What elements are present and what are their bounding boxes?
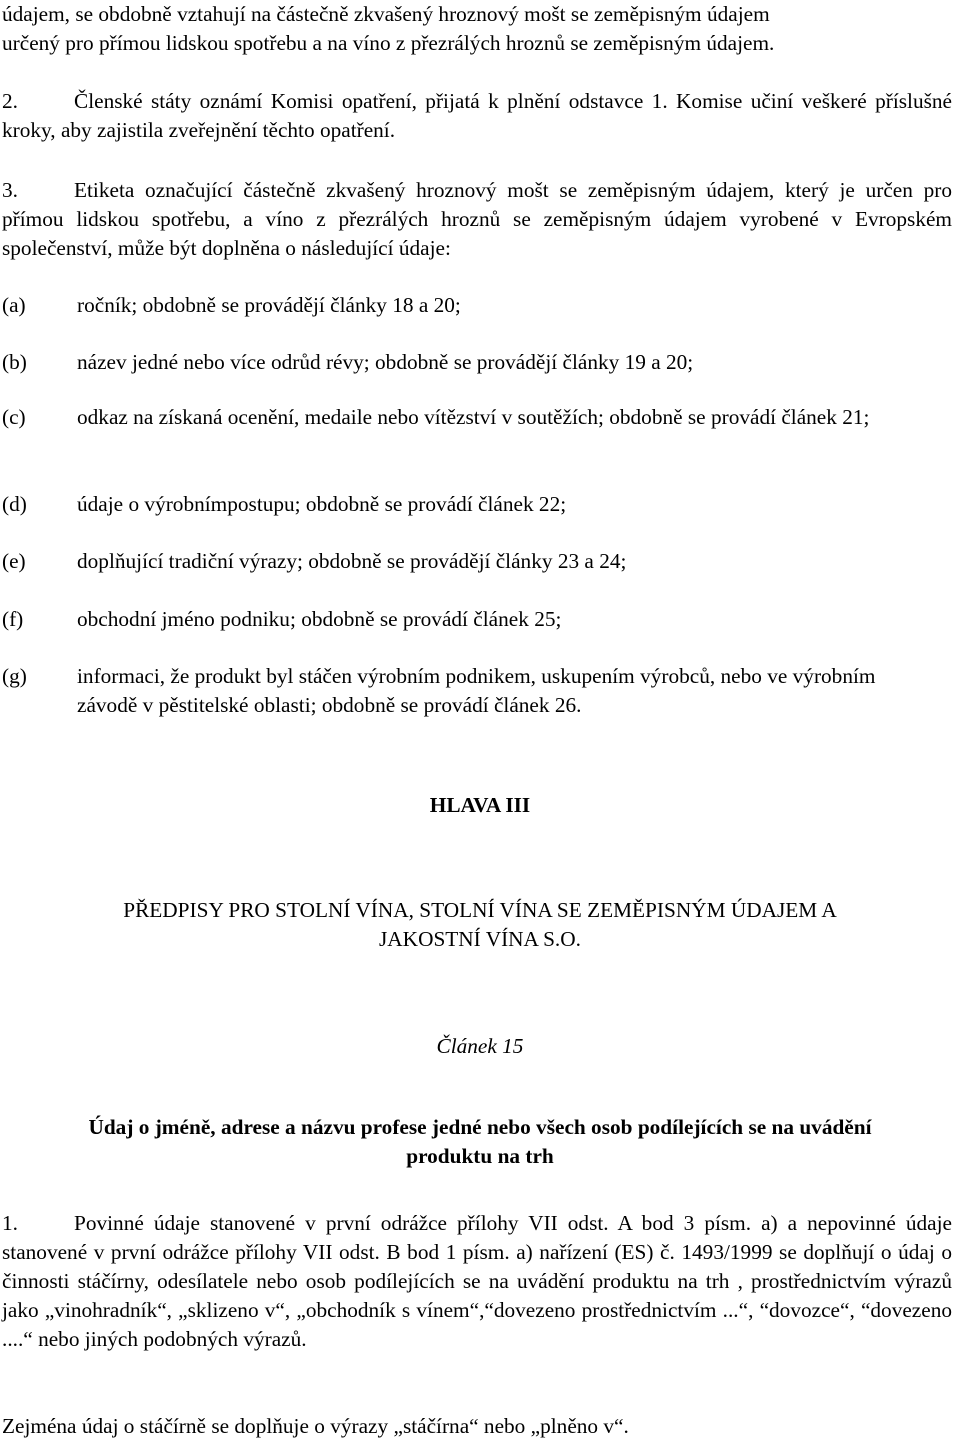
article-paragraph-1 [2,1209,952,1354]
top-paragraph [2,0,952,58]
list-item-text: název jedné nebo více odrůd révy; obdobně se provádějí články 19 a 20; [77,350,694,374]
article-title [0,1113,960,1171]
list-item-label: (d) [2,492,27,516]
paragraph-2-text: Členské státy oznámí Komisi opatření, přijatá k plnění odstavce 1. Komise učiní veškeré příslušné kroky, aby zajistila zveřejnění těchto opatření. [2,89,952,142]
paragraph-2 [2,87,952,145]
list-item-text: údaje o výrobnímpostupu; obdobně se provádí článek 22; [77,492,567,516]
list-item-text: odkaz na získaná ocenění, medaile nebo vítězství v soutěžích; obdobně se provádí článek 21; [77,405,870,429]
top-paragraph-line2: určený pro přímou lidskou spotřebu a na víno z přezrálých hroznů se zeměpisným údajem. [2,31,775,55]
article-title-line1: Údaj o jméně, adrese a názvu profese jedné nebo všech osob podílejících se na uvádění [88,1115,872,1139]
chapter-heading: HLAVA III [429,793,531,817]
list-item-text: ročník; obdobně se provádějí články 18 a 20; [77,293,461,317]
list-item-text: obchodní jméno podniku; obdobně se provádí článek 25; [77,607,562,631]
list-item-label: (b) [2,350,27,374]
article-paragraph-1-text: Povinné údaje stanovené v první odrážce přílohy VII odst. A bod 3 písm. a) a nepovinné údaje stanovené v první odrážce přílohy VII odst. B bod 1 písm. a) nařízení (ES) č. 1493/1999 se doplňují o údaj o činnosti stáčírny, odesílatele nebo osob podílejících se na uvádění produktu na trh , prostřednictvím výrazů jako „vinohradník“, „sklizeno v“, „obchodník s vínem“,“dovezeno prostřednictvím ...“, “dovozce“, “dovezeno ....“ nebo jiných podobných výrazů. [2,1211,952,1351]
article-paragraph-1-number: 1. [2,1211,18,1235]
paragraph-3-text: Etiketa označující částečně zkvašený hroznový mošt se zeměpisným údajem, který je určen pro přímou lidskou spotřebu, a víno z přezrálých hroznů se zeměpisným údajem vyrobené v Evropském společenství, může být doplněna o následující údaje: [2,178,952,260]
paragraph-3-number: 3. [2,178,18,202]
article-title-line2: produktu na trh [406,1144,554,1168]
chapter-title [0,896,960,954]
list-item-label: (g) [2,664,27,688]
list-item-text: doplňující tradiční výrazy; obdobně se provádějí články 23 a 24; [77,549,627,573]
paragraph-3 [2,176,952,263]
chapter-title-line1: PŘEDPISY PRO STOLNÍ VÍNA, STOLNÍ VÍNA SE ZEMĚPISNÝM ÚDAJEM A [123,898,837,922]
chapter-title-line2: JAKOSTNÍ VÍNA S.O. [379,927,581,951]
list-item-text: informaci, že produkt byl stáčen výrobním podnikem, uskupením výrobců, nebo ve výrobním závodě v pěstitelské oblasti; obdobně se provádí článek 26. [77,664,876,717]
list-item-label: (e) [2,549,26,573]
top-paragraph-line1: údajem, se obdobně vztahují na částečně zkvašený hroznový mošt se zeměpisným údajem [2,2,770,26]
list-item-label: (a) [2,293,26,317]
last-paragraph: Zejména údaj o stáčírně se doplňuje o výrazy „stáčírna“ nebo „plněno v“. [2,1414,629,1438]
paragraph-2-number: 2. [2,89,18,113]
list-item-label: (f) [2,607,24,631]
article-label: Článek 15 [436,1034,524,1058]
list-item-label: (c) [2,405,26,429]
